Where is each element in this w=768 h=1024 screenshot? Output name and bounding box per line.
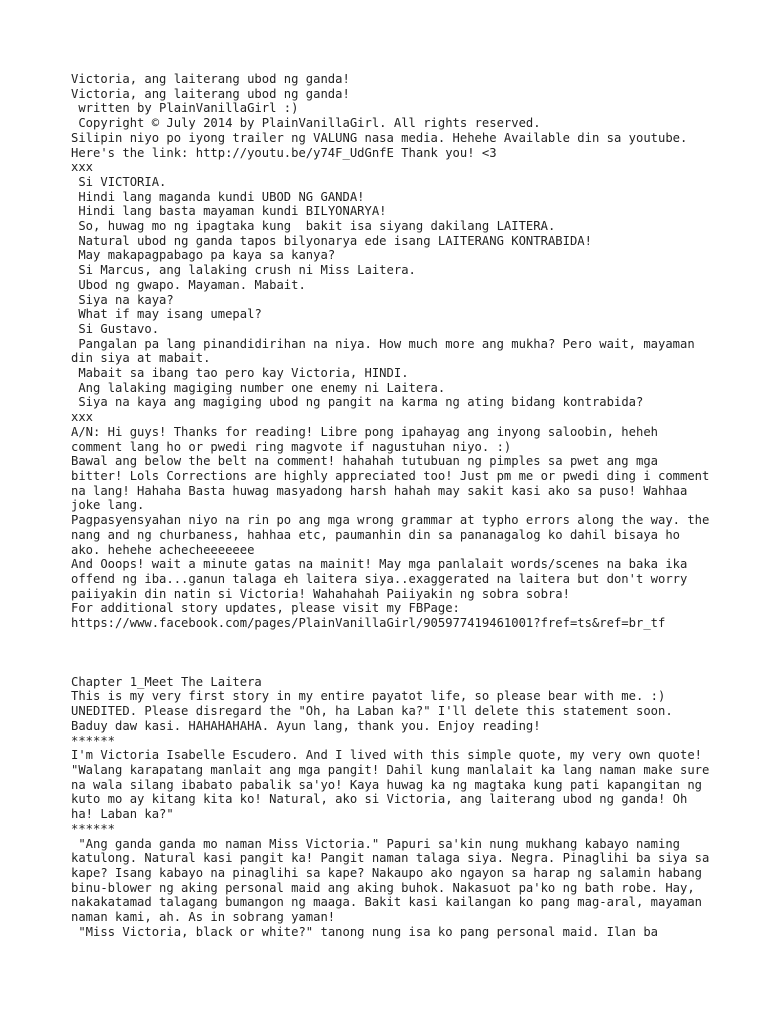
text-line: Silipin niyo po iyong trailer ng VALUNG nasa media. Hehehe Available din sa youtube. Here's the link: http://youtu.be/y74F_UdGnfE Thank you! <3 [71,130,695,160]
text-line: Si Gustavo. [71,321,160,336]
text-line: I'm Victoria Isabelle Escudero. And I lived with this simple quote, my very own quote! [71,748,703,763]
blank-line [71,631,711,646]
text-line: May makapagpabago pa kaya sa kanya? [71,248,336,263]
story-intro [71,72,717,631]
text-line: Mabait sa ibang tao pero kay Victoria, HINDI. [71,366,409,381]
text-line: Victoria, ang laiterang ubod ng ganda! [71,72,350,86]
text-line: Si VICTORIA. [71,174,167,189]
text-line: Siya na kaya ang magiging ubod ng pangit na karma ng ating bidang kontrabida? [71,395,644,410]
text-line: This is my very first story in my entire payatot life, so please bear with me. :) UNEDITED. Please disregard the "Oh, ha Laban ka?" I'll delete this statement soon. Baduy daw kasi. HAHAHAHAHA. Ayun lang, thank you. Enjoy reading! [71,689,681,733]
blank-line [71,660,711,675]
text-line: Pangalan pa lang pinandidirihan na niya. How much more ang mukha? Pero wait, mayaman din siya at mabait. [71,336,703,366]
text-line: "Walang karapatang manlait ang mga pangit! Dahil kung manlalait ka lang naman make sure na wala silang ibabato pabalik sa'yo! Kaya huwag ka ng magtaka kung pati kapangitan ng kuto mo ay kitang kita ko! Natural, ako si Victoria, ang laiterang ubod ng ganda! Oh ha! Laban ka?" [71,763,717,822]
text-line: written by PlainVanillaGirl :) [71,101,299,116]
text-line: Bawal ang below the belt na comment! hahahah tutubuan ng pimples sa pwet ang mga bitter! Lols Corrections are highly appreciated too! Just pm me or pwedi ding i comment na lang! Hahaha Basta huwag masyadong harsh hahah may sakit kasi ako sa puso! Wahhaa joke lang. [71,454,717,513]
document-page [71,72,717,939]
text-line: Ubod ng gwapo. Mayaman. Mabait. [71,277,306,292]
text-line: For additional story updates, please visit my FBPage: https://www.facebook.com/pages/PlainVanillaGirl/905977419461001?fref=ts&ref=br_tf [71,601,666,631]
text-line: Hindi lang maganda kundi UBOD NG GANDA! [71,189,365,204]
text-line: Siya na kaya? [71,292,174,307]
text-line: "Miss Victoria, black or white?" tanong nung isa ko pang personal maid. Ilan ba [71,924,659,939]
text-line: Victoria, ang laiterang ubod ng ganda! [71,86,350,101]
text-line: ****** [71,821,116,836]
text-line: xxx [71,160,94,175]
text-line: And Ooops! wait a minute gatas na mainit! May mga panlalait words/scenes na baka ika offend ng iba...ganun talaga eh laitera siya..exaggerated na laitera but don't worry paiiyakin din natin si Victoria! Wahahahah Paiiyakin ng sobra sobra! [71,557,695,601]
text-line: So, huwag mo ng ipagtaka kung bakit isa siyang dakilang LAITERA. [71,219,556,234]
text-line: A/N: Hi guys! Thanks for reading! Libre pong ipahayag ang inyong saloobin, heheh comment lang ho or pwedi ring magvote if nagustuhan niyo. :) [71,424,666,454]
text-line: xxx [71,410,94,425]
text-line: Chapter 1_Meet The Laitera [71,674,262,689]
chapter-one [71,674,717,940]
text-line: What if may isang umepal? [71,307,262,322]
text-line: Pagpasyensyahan niyo na rin po ang mga wrong grammar at typho errors along the way. the nang and ng churbaness, hahhaa etc, paumanhin din sa pananagalog ko dahil bisaya ho ako. hehehe achecheeeeeee [71,513,717,557]
text-line: ****** [71,733,116,748]
text-line: Hindi lang basta mayaman kundi BILYONARYA! [71,204,387,219]
text-line: Ang lalaking magiging number one enemy ni Laitera. [71,380,446,395]
text-line: Si Marcus, ang lalaking crush ni Miss Laitera. [71,263,416,278]
blank-line [71,645,711,660]
text-line: "Ang ganda ganda mo naman Miss Victoria." Papuri sa'kin nung mukhang kabayo naming katulong. Natural kasi pangit ka! Pangit naman talaga siya. Negra. Pinaglihi ba siya sa kape? Isang kabayo na pinaglihi sa kape? Nakaupo ako ngayon sa harap ng salamin habang binu-blower ng aking personal maid ang aking buhok. Nakasuot pa'ko ng bath robe. Hay, nakakatamad talagang bumangon ng maaga. Bakit kasi kailangan ko pang mag-aral, mayaman naman kami, ah. As in sobrang yaman! [71,836,717,925]
text-line: Copyright © July 2014 by PlainVanillaGirl. All rights reserved. [71,116,541,131]
text-line: Natural ubod ng ganda tapos bilyonarya ede isang LAITERANG KONTRABIDA! [71,233,592,248]
